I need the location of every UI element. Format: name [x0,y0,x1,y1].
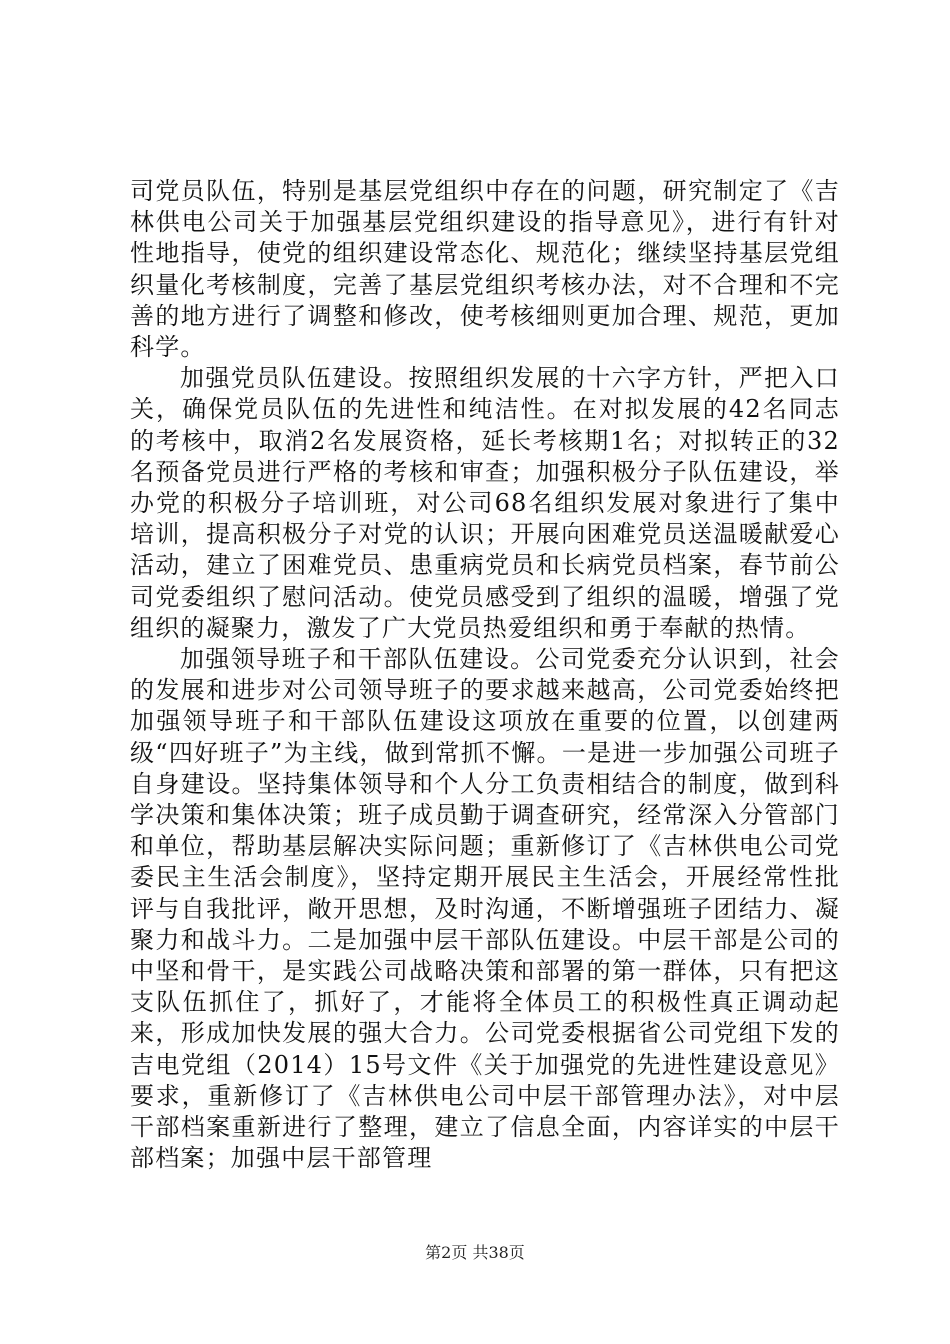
paragraph-party-member-team: 加强党员队伍建设。按照组织发展的十六字方针，严把入口关，确保党员队伍的先进性和纯洁性。在对拟发展的42名同志的考核中，取消2名发展资格，延长考核期1名；对拟转正的32名预备党员进行严格的考核和审查；加强积极分子队伍建设，举办党的积极分子培训班，对公司68名组织发展对象进行了集中培训，提高积极分子对党的认识；开展向困难党员送温暖献爱心活动，建立了困难党员、患重病党员和长病党员档案，春节前公司党委组织了慰问活动。使党员感受到了组织的温暖，增强了党组织的凝聚力，激发了广大党员热爱组织和勇于奉献的热情。 [130,364,840,642]
document-body [130,176,840,1175]
paragraph-leadership-team: 加强领导班子和干部队伍建设。公司党委充分认识到，社会的发展和进步对公司领导班子的要求越来越高，公司党委始终把加强领导班子和干部队伍建设这项放在重要的位置，以创建两级“四好班子”为主线，做到常抓不懈。一是进一步加强公司班子自身建设。坚持集体领导和个人分工负责相结合的制度，做到科学决策和集体决策；班子成员勤于调查研究，经常深入分管部门和单位，帮助基层解决实际问题；重新修订了《吉林供电公司党委民主生活会制度》，坚持定期开展民主生活会，开展经常性批评与自我批评，敞开思想，及时沟通，不断增强班子团结力、凝聚力和战斗力。二是加强中层干部队伍建设。中层干部是公司的中坚和骨干，是实践公司战略决策和部署的第一群体，只有把这支队伍抓住了，抓好了，才能将全体员工的积极性真正调动起来，形成加快发展的强大合力。公司党委根据省公司党组下发的吉电党组（2014）15号文件《关于加强党的先进性建设意见》要求，重新修订了《吉林供电公司中层干部管理办法》，对中层干部档案重新进行了整理，建立了信息全面，内容详实的中层干部档案；加强中层干部管理 [130,645,840,1173]
page-number-footer: 第2页 共38页 [425,1243,525,1262]
paragraph-party-members-cont: 司党员队伍，特别是基层党组织中存在的问题，研究制定了《吉林供电公司关于加强基层党组织建设的指导意见》，进行有针对性地指导，使党的组织建设常态化、规范化；继续坚持基层党组织量化考核制度，完善了基层党组织考核办法，对不合理和不完善的地方进行了调整和修改，使考核细则更加合理、规范，更加科学。 [130,177,840,362]
